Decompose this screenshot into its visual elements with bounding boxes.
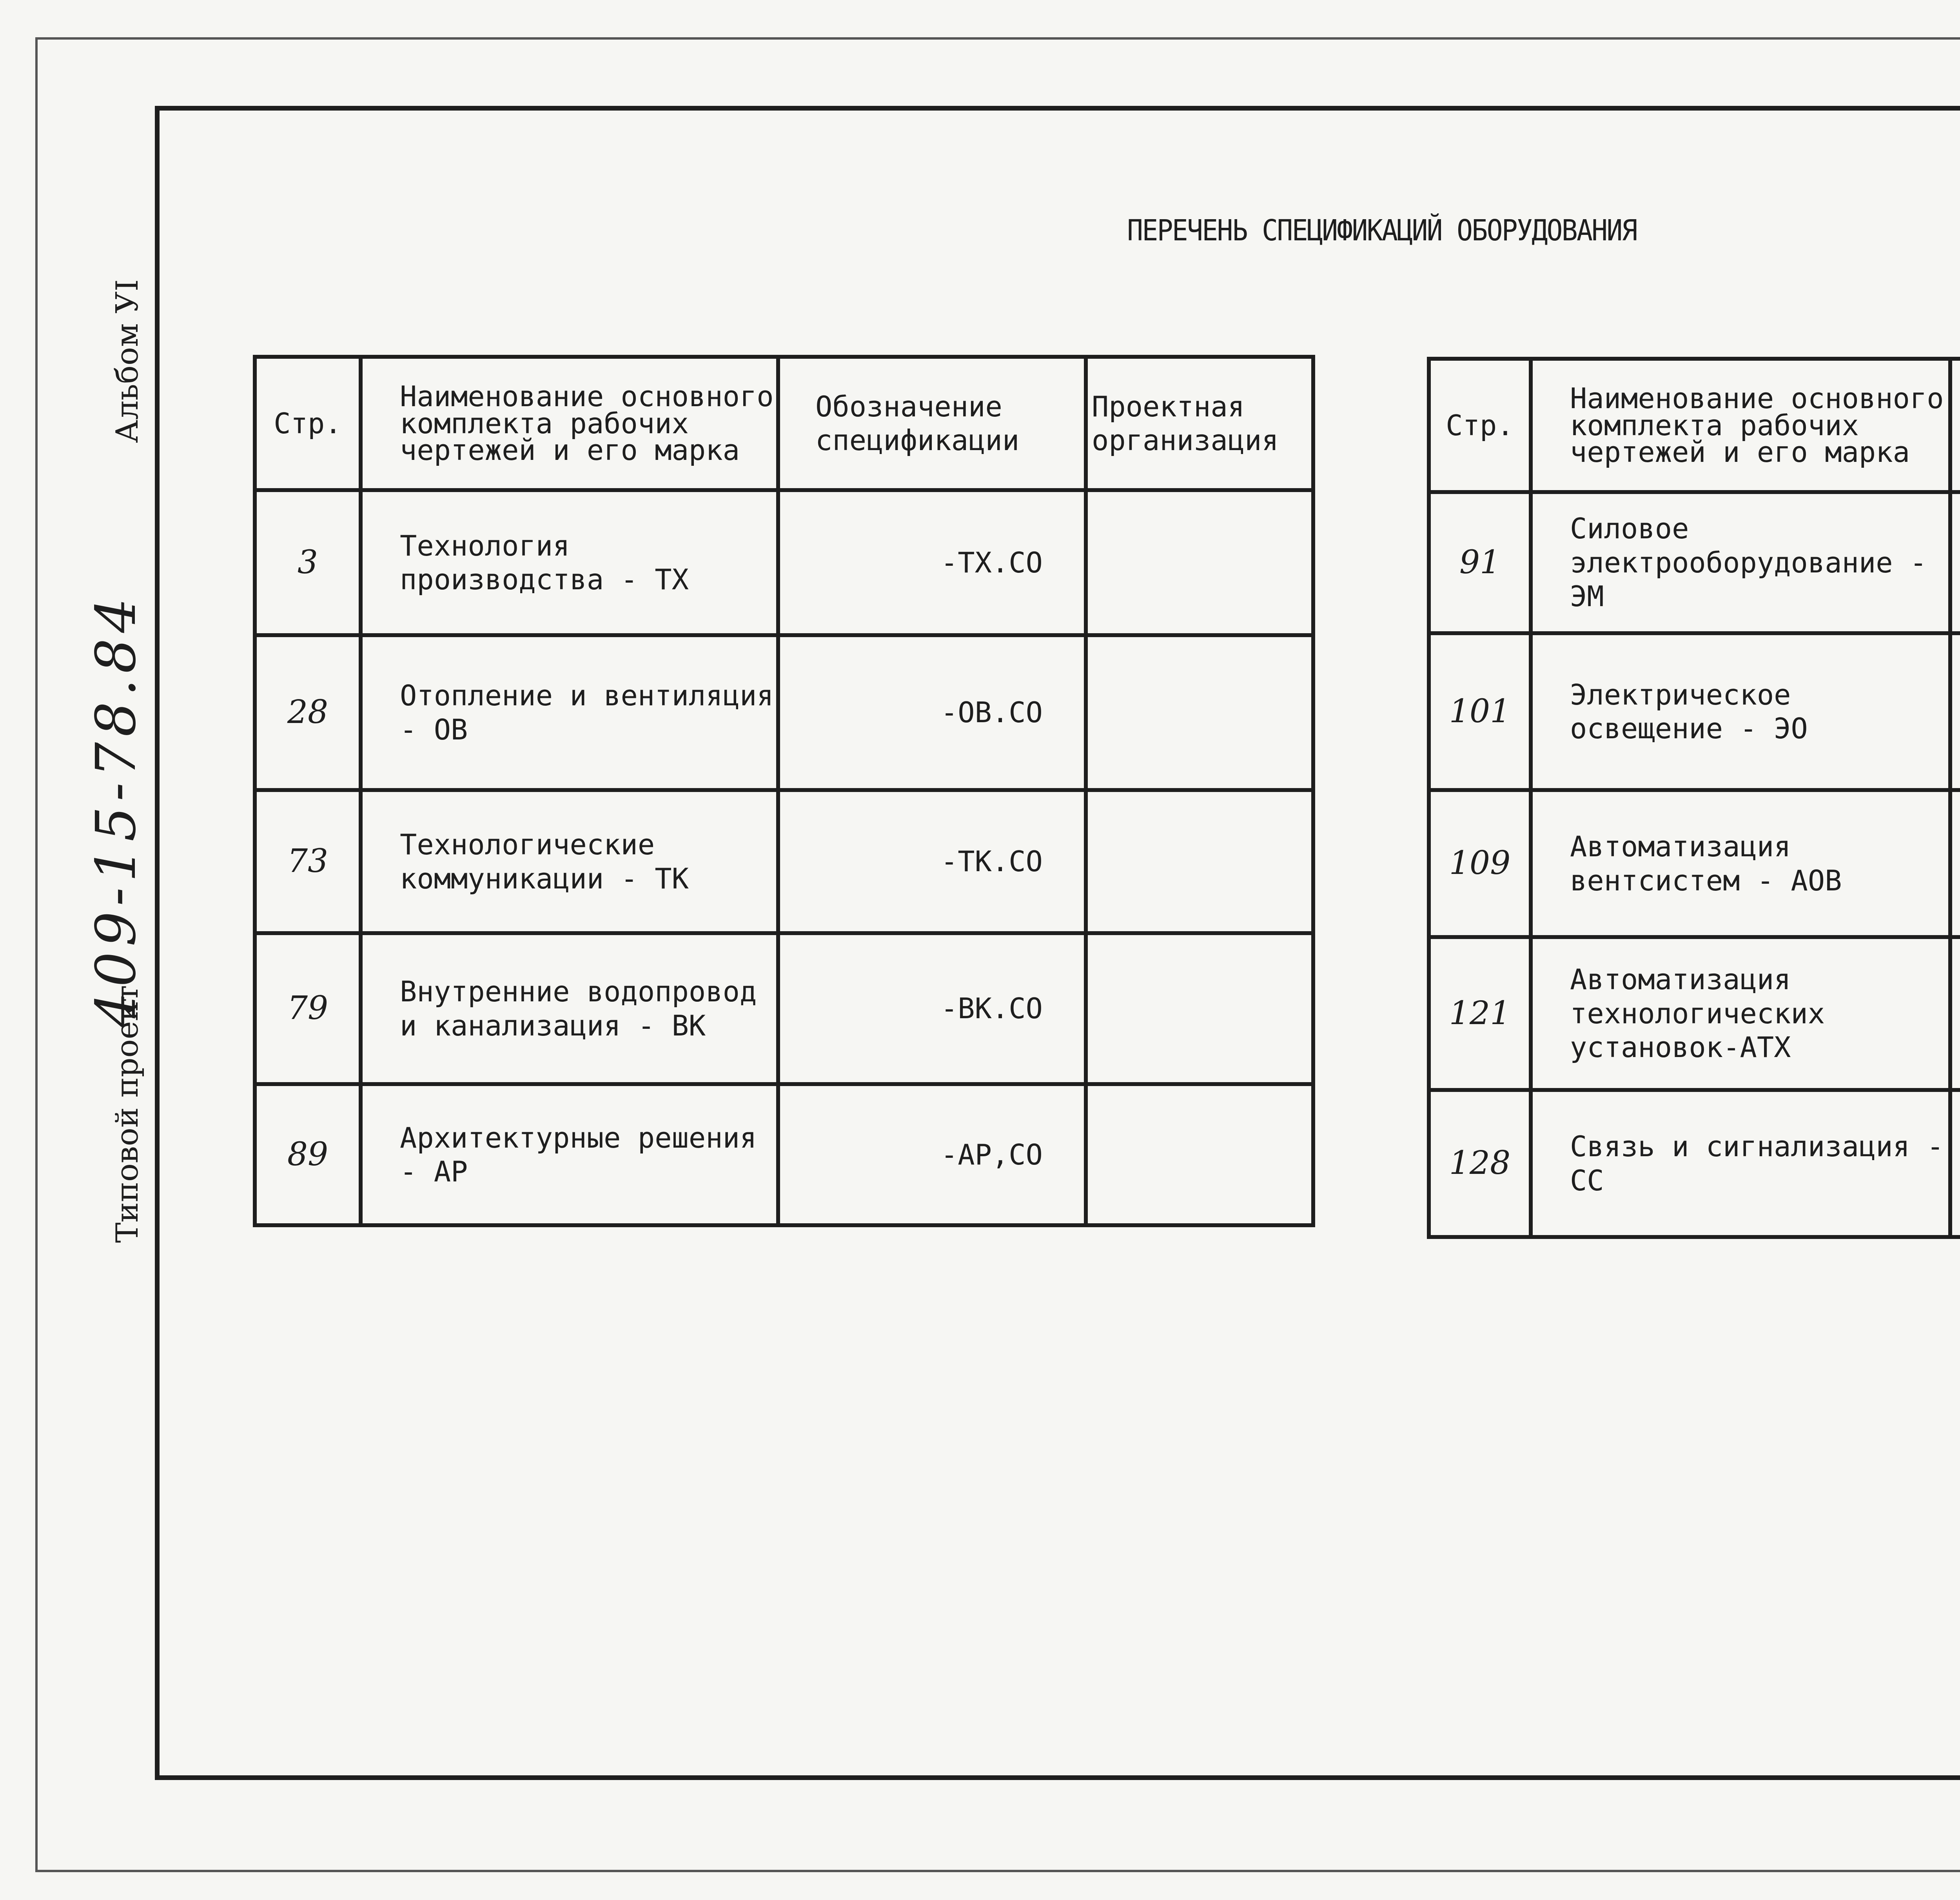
table-row [255,490,1313,635]
row-org [1086,635,1313,790]
project-code: 409-15-78.84 [84,592,148,1027]
row-org [1086,790,1313,933]
table-row [255,790,1313,933]
row-code: -ОВ.СО [778,635,1086,790]
row-name: Технология производства - ТХ [361,490,778,635]
row-page: 73 [255,790,361,933]
header-page: Стр. [255,357,361,490]
header-designation [1950,359,1960,492]
row-name: Связь и сигнализация - СС [1531,1090,1950,1237]
row-name: Отопление и вентиляция - ОВ [361,635,778,790]
row-page: 101 [1429,633,1531,790]
table-row [255,933,1313,1084]
table-row [255,1084,1313,1225]
header-name: Наименование основного комплекта рабочих чертежей и его марка [361,357,778,490]
row-page: 128 [1429,1090,1531,1237]
row-page: 121 [1429,937,1531,1090]
row-org [1086,1084,1313,1225]
row-name: Автоматизация вентсистем - АОВ [1531,790,1950,937]
table-header-row [1429,359,1960,492]
row-page: 3 [255,490,361,635]
row-name: Силовое электрооборудование - ЭМ [1531,492,1950,633]
row-code [1950,1090,1960,1237]
row-org [1086,933,1313,1084]
header-name: Наименование основного комплекта рабочих чертежей и его марка [1531,359,1950,492]
row-name: Электрическое освещение - ЭО [1531,633,1950,790]
row-page: 79 [255,933,361,1084]
row-name: Технологические коммуникации - ТК [361,790,778,933]
row-code [1950,790,1960,937]
album-label: Альбом УI [110,279,145,443]
spec-table-left [253,355,1315,1227]
row-name: Автоматизация технологических установок-АТХ [1531,937,1950,1090]
table-row [1429,492,1960,633]
row-code [1950,633,1960,790]
header-designation: Обозначение спецификации [778,357,1086,490]
row-page: 91 [1429,492,1531,633]
row-code: -ВК.СО [778,933,1086,1084]
table-header-row [255,357,1313,490]
row-page: 28 [255,635,361,790]
table-row [255,635,1313,790]
table-row [1429,937,1960,1090]
row-code: -АР,СО [778,1084,1086,1225]
row-code [1950,492,1960,633]
row-page: 89 [255,1084,361,1225]
table-row [1429,1090,1960,1237]
spec-table-right [1427,357,1960,1239]
row-code [1950,937,1960,1090]
row-code: -ТХ.СО [778,490,1086,635]
project-label: Типовой проект [110,985,145,1243]
row-name: Архитектурные решения - АР [361,1084,778,1225]
table-row [1429,633,1960,790]
table-row [1429,790,1960,937]
row-code: -ТК.СО [778,790,1086,933]
document-title: ПЕРЕЧЕНЬ СПЕЦИФИКАЦИЙ ОБОРУДОВАНИЯ [1127,214,1637,247]
row-org [1086,490,1313,635]
header-page: Стр. [1429,359,1531,492]
header-organization: Проектная организация [1086,357,1313,490]
row-page: 109 [1429,790,1531,937]
row-name: Внутренние водопровод и канализация - ВК [361,933,778,1084]
